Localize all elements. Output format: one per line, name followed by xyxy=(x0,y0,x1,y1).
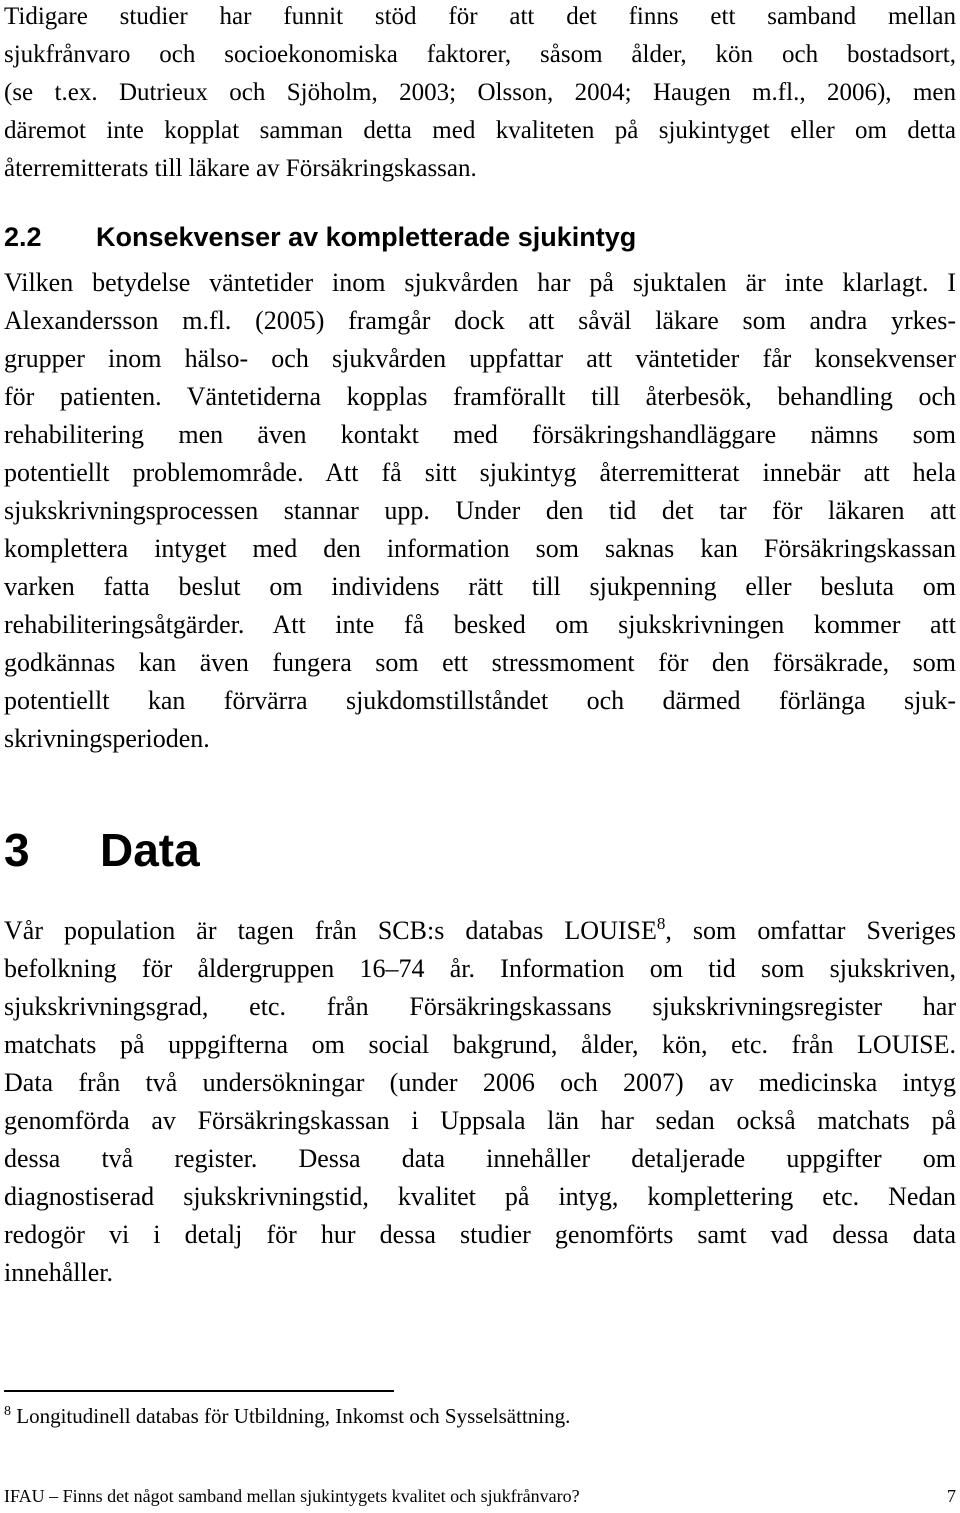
text-line: (se t.ex. Dutrieux och Sjöholm, 2003; Olsson, 2004; Haugen m.fl., 2006), men xyxy=(4,79,956,106)
text-line: Tidigare studier har funnit stöd för att det finns ett samband mellan xyxy=(4,3,956,30)
text-line: återremitterats till läkare av Försäkringskassan. xyxy=(4,155,477,182)
text-line: skrivningsperioden. xyxy=(4,724,210,753)
text-line: dessa två register. Dessa data innehåller detaljerade uppgifter om xyxy=(4,1144,956,1173)
section-heading-2-2 xyxy=(4,220,636,254)
text-line: potentiellt problemområde. Att få sitt sjukintyg återremitterat innebär att hela xyxy=(4,458,956,487)
section-title: Konsekvenser av kompletterade sjukintyg xyxy=(96,222,637,252)
text-line: diagnostiserad sjukskrivningstid, kvalitet på intyg, komplettering etc. Nedan xyxy=(4,1182,956,1211)
footnote xyxy=(4,1402,570,1430)
text-line: sjukskrivningsprocessen stannar upp. Under den tid det tar för läkaren att xyxy=(4,496,956,525)
text-line: grupper inom hälso- och sjukvården uppfattar att väntetider får konsekvenser xyxy=(4,344,956,373)
footnote-number: 8 xyxy=(4,1404,11,1419)
section-number: 2.2 xyxy=(4,222,42,252)
page-number: 7 xyxy=(947,1486,956,1506)
footer-title: IFAU – Finns det något samband mellan sjukintygets kvalitet och sjukfrånvaro? xyxy=(4,1486,580,1506)
footnote-divider xyxy=(4,1390,394,1392)
text-line: matchats på uppgifterna om social bakgrund, ålder, kön, etc. från LOUISE. xyxy=(4,1030,956,1059)
text-line: sjukskrivningsgrad, etc. från Försäkringskassans sjukskrivningsregister har xyxy=(4,992,956,1021)
text-line: genomförda av Försäkringskassan i Uppsala län har sedan också matchats på xyxy=(4,1106,956,1135)
text-line: däremot inte kopplat samman detta med kvaliteten på sjukintyget eller om detta xyxy=(4,117,956,144)
section-heading-3 xyxy=(4,822,200,878)
section-number: 3 xyxy=(4,824,30,876)
page-footer xyxy=(4,1484,956,1508)
text-line: sjukfrånvaro och socioekonomiska faktorer, såsom ålder, kön och bostadsort, xyxy=(4,41,956,68)
text-line: Alexandersson m.fl. (2005) framgår dock att såväl läkare som andra yrkes- xyxy=(4,306,956,335)
text-fragment: Vår population är tagen från SCB:s databas LOUISE xyxy=(4,916,657,945)
text-line: potentiellt kan förvärra sjukdomstillståndet och därmed förlänga sjuk- xyxy=(4,686,956,715)
text-line: rehabilitering men även kontakt med försäkringshandläggare nämns som xyxy=(4,420,956,449)
text-line: komplettera intyget med den information som saknas kan Försäkringskassan xyxy=(4,534,956,563)
text-line: innehåller. xyxy=(4,1258,114,1287)
text-line: rehabiliteringsåtgärder. Att inte få besked om sjukskrivningen kommer att xyxy=(4,610,956,639)
text-line: redogör vi i detalj för hur dessa studier genomförts samt vad dessa data xyxy=(4,1220,956,1249)
text-line: Data från två undersökningar (under 2006 och 2007) av medicinska intyg xyxy=(4,1068,956,1097)
text-line: varken fatta beslut om individens rätt till sjukpenning eller besluta om xyxy=(4,572,956,601)
text-fragment: , som omfattar Sveriges xyxy=(665,916,956,945)
text-line xyxy=(4,916,956,946)
text-line: Vilken betydelse väntetider inom sjukvården har på sjuktalen är inte klarlagt. I xyxy=(4,268,956,297)
text-line: befolkning för åldergruppen 16–74 år. Information om tid som sjukskriven, xyxy=(4,954,956,983)
footnote-reference: 8 xyxy=(656,914,666,933)
footnote-text: Longitudinell databas för Utbildning, Inkomst och Sysselsättning. xyxy=(16,1404,571,1428)
text-line: för patienten. Väntetiderna kopplas framförallt till återbesök, behandling och xyxy=(4,382,956,411)
text-line: godkännas kan även fungera som ett stressmoment för den försäkrade, som xyxy=(4,648,956,677)
section-title: Data xyxy=(100,824,200,876)
